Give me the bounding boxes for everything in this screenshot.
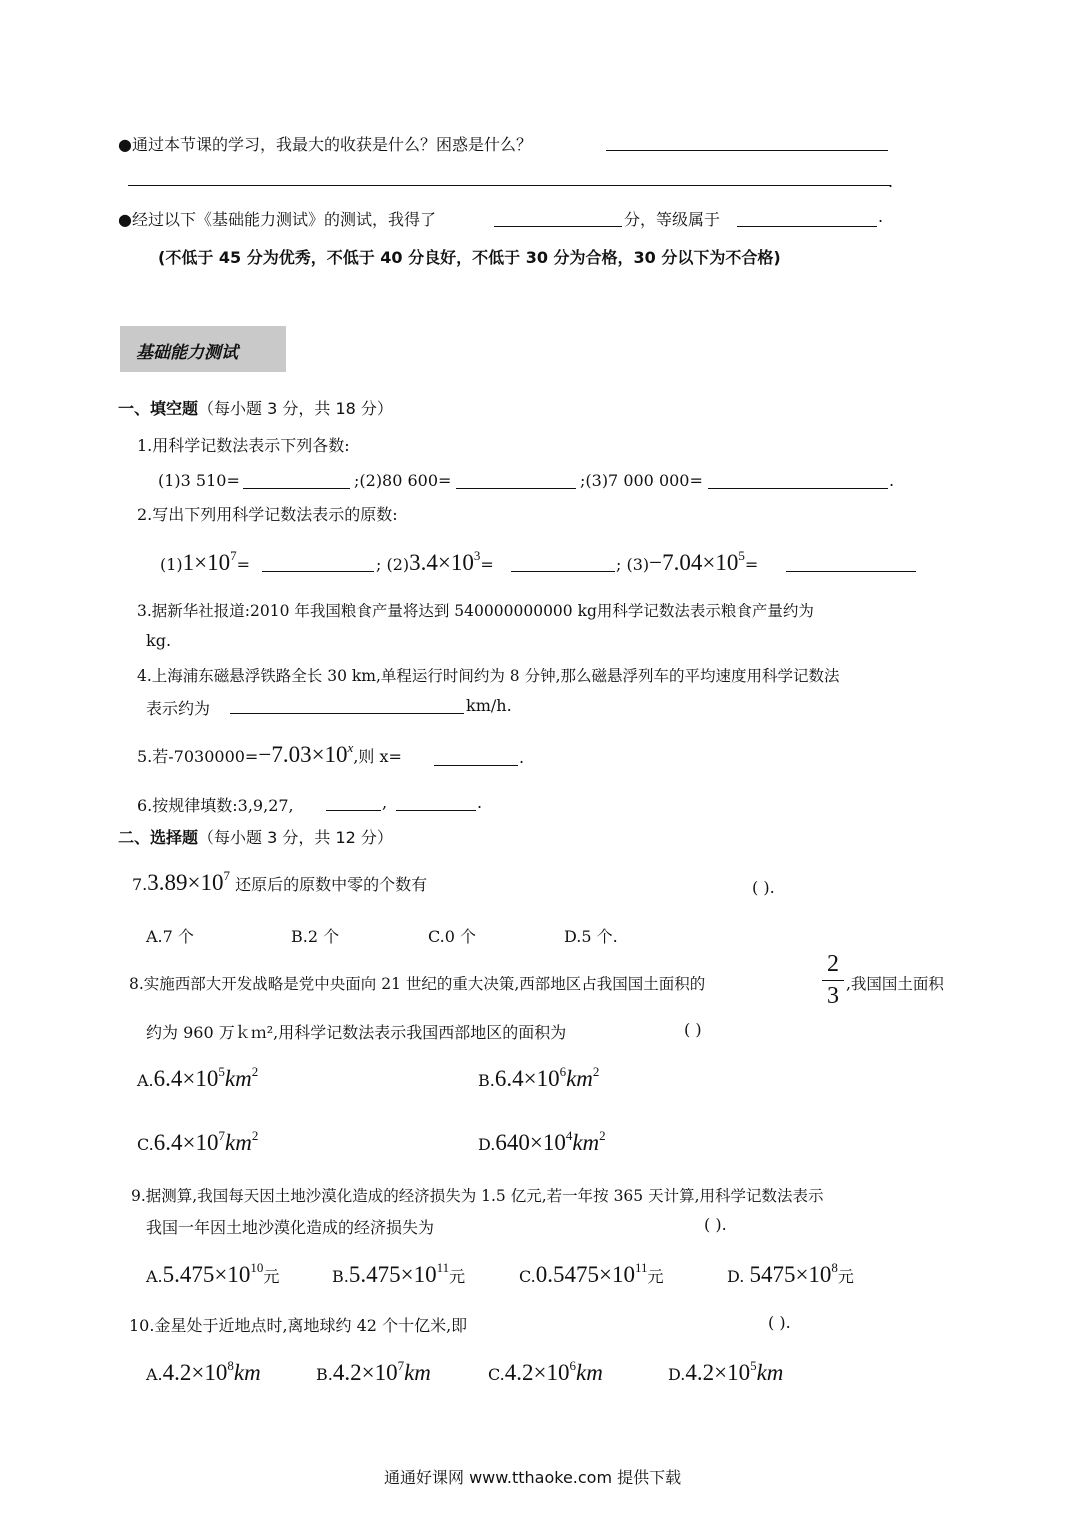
q5-blank[interactable]	[434, 765, 518, 766]
q2-item-1-math: $1\times 10^7$	[182, 548, 237, 575]
question-8-line-1b: ,我国国土面积	[846, 975, 944, 993]
question-4-line-1: 4.上海浦东磁悬浮铁路全长 30 km,单程运行时间约为 8 分钟,那么磁悬浮列车的平均速度用科学记数法	[137, 667, 840, 685]
question-6: 6.按规律填数:3,9,27,	[137, 796, 294, 815]
q8-option-c[interactable]: $C.6.4\times 10^7km^2$	[137, 1128, 259, 1155]
answer-blank-gains-line2[interactable]	[128, 185, 890, 186]
part1-note: （每小题 3 分，共 18 分）	[198, 399, 393, 418]
q7-option-d[interactable]: D.5 个.	[564, 927, 618, 946]
question-9-line-2: 我国一年因土地沙漠化造成的经济损失为	[146, 1218, 435, 1237]
q10-option-b[interactable]: $B.4.2\times 10^7km$	[316, 1358, 431, 1385]
q2-blank-3[interactable]	[786, 571, 916, 572]
q9-option-d[interactable]: D. $5475\times 10^8$元	[727, 1260, 854, 1287]
part2-note: （每小题 3 分，共 12 分）	[198, 828, 393, 847]
section-header-title: 基础能力测试	[136, 343, 238, 363]
q7-option-b[interactable]: B.2 个	[291, 927, 340, 946]
q8-fraction: 2 3	[822, 951, 844, 1010]
question-4-unit: km/h.	[466, 696, 512, 715]
reflection-question-2-part-b: 分，等级属于	[624, 210, 721, 229]
period: .	[878, 207, 884, 226]
period: .	[888, 172, 894, 191]
q2-item-3: ; $(3)-7.04\times 10^5=$	[616, 548, 759, 575]
q1-item-1: (1)3 510=	[158, 471, 240, 490]
period: .	[889, 471, 895, 490]
q8-option-a[interactable]: $A.6.4\times 10^5km^2$	[137, 1064, 259, 1091]
q7-math: $3.89\times 10^7$	[147, 868, 230, 895]
section-header	[120, 326, 286, 372]
q10-option-c[interactable]: $C.4.2\times 10^6km$	[488, 1358, 603, 1385]
reflection-question-2-part-a: ●经过以下《基础能力测试》的测试，我得了	[118, 210, 436, 229]
q7-option-a[interactable]: A.7 个	[146, 927, 194, 946]
reflection-question-1: ●通过本节课的学习，我最大的收获是什么？困惑是什么？	[118, 135, 532, 154]
q8-option-b[interactable]: $B.6.4\times 10^6km^2$	[478, 1064, 600, 1091]
q2-item-1: $(1)1\times 10^7=$	[160, 548, 251, 575]
part1-heading	[118, 396, 393, 419]
q10-option-d[interactable]: $D.4.2\times 10^5km$	[668, 1358, 784, 1385]
q2-item-2: ; $(2)3.4\times 10^3=$	[376, 548, 494, 575]
part2-title: 二、选择题	[118, 828, 199, 847]
q1-blank-2[interactable]	[456, 488, 576, 489]
q1-blank-1[interactable]	[243, 488, 350, 489]
question-7: $7.3.89\times 10^7$ 还原后的原数中零的个数有	[132, 868, 428, 895]
q5-math: $-7.03\times 10^x$	[258, 740, 354, 767]
question-9-line-1: 9.据测算,我国每天因土地沙漠化造成的经济损失为 1.5 亿元,若一年按 365 天计算,用科学记数法表示	[131, 1187, 824, 1205]
q7-option-c[interactable]: C.0 个	[428, 927, 477, 946]
q9-answer-paren[interactable]: ( ).	[704, 1215, 727, 1234]
period: .	[477, 793, 483, 812]
question-5: 5.若$-7030000=-7.03\times 10^x$,则 x=	[137, 740, 402, 767]
score-blank[interactable]	[494, 226, 622, 227]
footer-text: 通通好课网 www.tthaoke.com 提供下载	[384, 1468, 682, 1487]
q8-answer-paren[interactable]: ( )	[684, 1020, 702, 1039]
q6-blank-2[interactable]	[396, 810, 476, 811]
part2-heading	[118, 825, 393, 848]
question-8-line-2: 约为 960 万ｋｍ²,用科学记数法表示我国西部地区的面积为	[146, 1023, 567, 1042]
q4-blank[interactable]	[230, 713, 464, 714]
question-1: 1.用科学记数法表示下列各数:	[137, 436, 350, 455]
q2-blank-2[interactable]	[511, 571, 615, 572]
comma: ,	[382, 793, 388, 812]
question-8-line-1a: 8.实施西部大开发战略是党中央面向 21 世纪的重大决策,西部地区占我国国土面积的	[129, 975, 706, 993]
q7-answer-paren[interactable]: ( ).	[752, 878, 775, 897]
question-10: 10.金星处于近地点时,离地球约 42 个十亿米,即	[129, 1316, 468, 1335]
q1-item-3: ;(3)7 000 000=	[580, 471, 703, 490]
q9-option-c[interactable]: $C.0.5475\times 10^{11}$元	[519, 1260, 664, 1287]
q10-option-a[interactable]: $A.4.2\times 10^8km$	[146, 1358, 261, 1385]
q2-item-3-math: $-7.04\times 10^5$	[649, 548, 745, 575]
q9-option-a[interactable]: $A.5.475\times 10^{10}$元	[146, 1260, 280, 1287]
grade-blank[interactable]	[737, 226, 877, 227]
part1-title: 一、填空题	[118, 399, 199, 418]
question-4-text: 表示约为	[146, 699, 211, 718]
q1-blank-3[interactable]	[708, 488, 888, 489]
q9-option-b[interactable]: $B.5.475\times 10^{11}$元	[332, 1260, 466, 1287]
q2-blank-1[interactable]	[262, 571, 374, 572]
answer-blank-gains[interactable]	[606, 150, 888, 151]
question-3-line-2: kg.	[146, 631, 172, 650]
question-3-line-1: 3.据新华社报道:2010 年我国粮食产量将达到 540000000000 kg用科学记数法表示粮食产量约为	[137, 602, 814, 620]
q10-answer-paren[interactable]: ( ).	[768, 1313, 791, 1332]
period: .	[519, 748, 525, 767]
q6-blank-1[interactable]	[326, 810, 381, 811]
q8-option-d[interactable]: $D.640\times 10^4km^2$	[478, 1128, 606, 1155]
question-2: 2.写出下列用科学记数法表示的原数:	[137, 505, 398, 524]
q2-item-2-math: $3.4\times 10^3$	[409, 548, 481, 575]
q1-item-2: ;(2)80 600=	[354, 471, 452, 490]
grading-criteria: (不低于 45 分为优秀，不低于 40 分良好，不低于 30 分为合格，30 分以下为不合格)	[158, 248, 781, 267]
